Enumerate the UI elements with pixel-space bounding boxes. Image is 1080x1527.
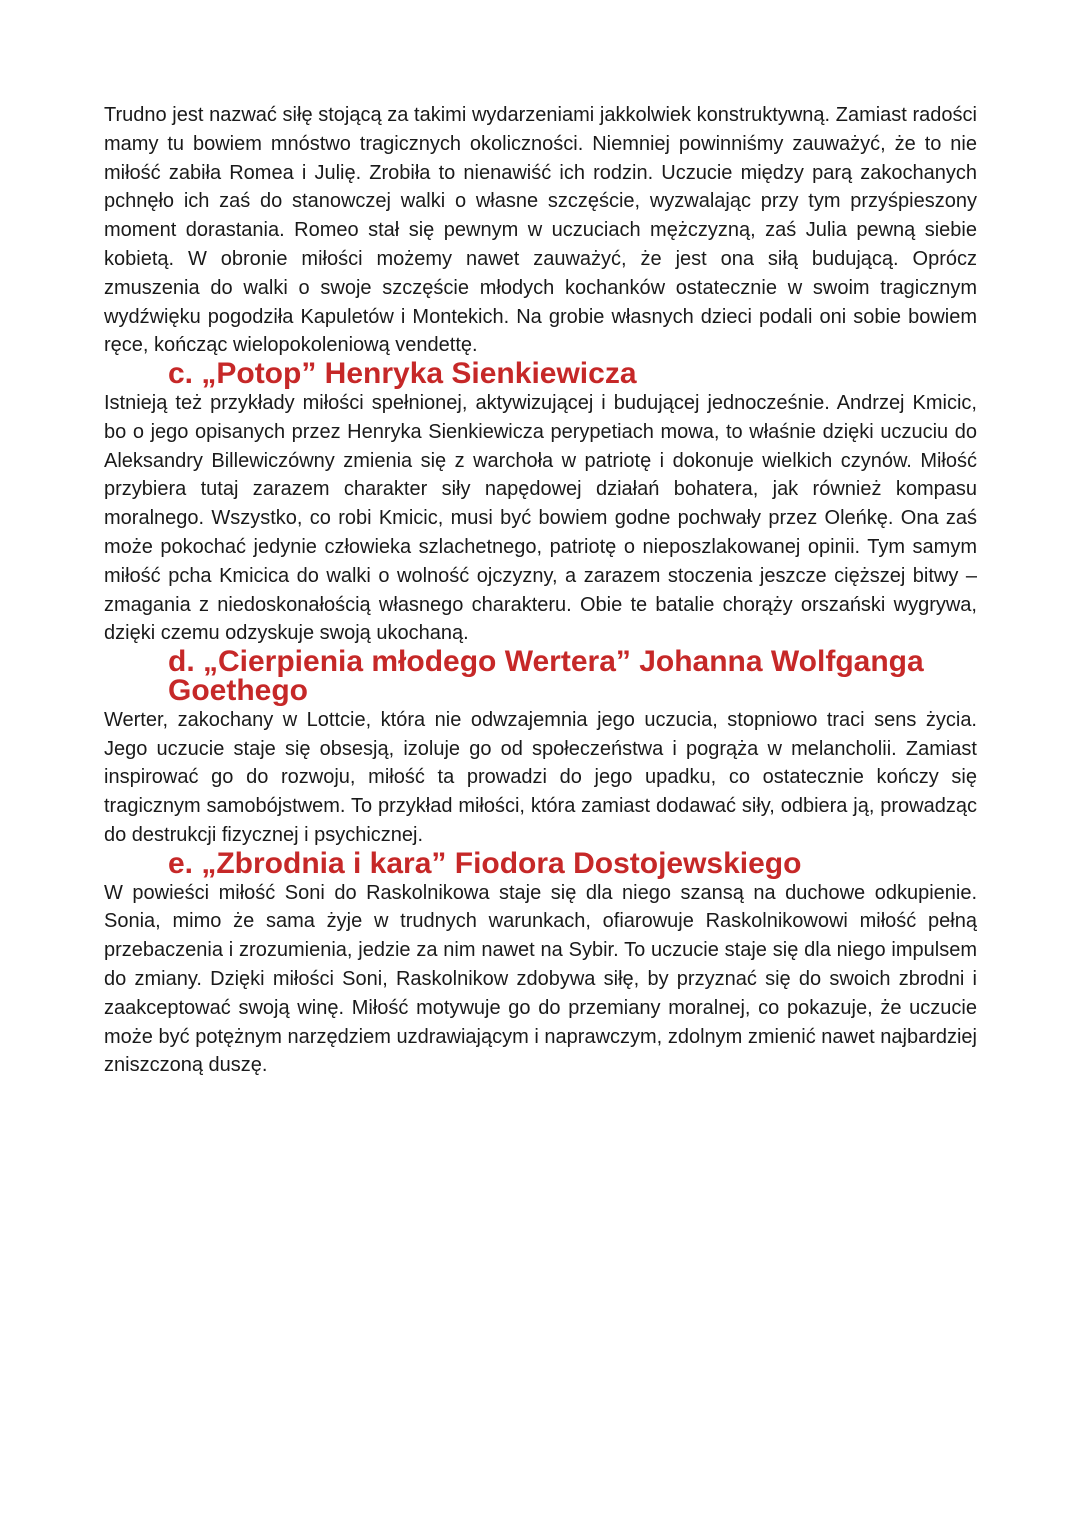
section-body-zbrodnia: W powieści miłość Soni do Raskolnikowa staje się dla niego szansą na duchowe odkupienie. Sonia, mimo że sama żyje w trudnych warunkach, ofiarowuje Raskolnikowowi miłość pełną przebaczenia i zrozumienia, jedzie za nim nawet na Sybir. To uczucie staje się dla niego impulsem do zmiany. Dzięki miłości Soni, Raskolnikow zdobywa siłę, by przyznać się do swoich zbrodni i zaakceptować swoją winę. Miłość motywuje go do przemiany moralnej, co pokazuje, że uczucie może być potężnym narzędziem uzdrawiającym i naprawczym, zdolnym zmienić nawet najbardziej zniszczoną duszę. <box>104 881 977 1077</box>
document-page <box>104 101 977 1080</box>
section-body-werter: Werter, zakochany w Lottcie, która nie odwzajemnia jego uczucia, stopniowo traci sens życia. Jego uczucie staje się obsesją, izoluje go od społeczeństwa i pogrąża w melancholii. Zamiast inspirować go do rozwoju, miłość ta prowadzi do jego upadku, co ostatecznie kończy się tragicznym samobójstwem. To przykład miłości, która zamiast dodawać siły, odbiera ją, prowadząc do destrukcji fizycznej i psychicznej. <box>104 708 977 846</box>
section-heading-werter: d. „Cierpienia młodego Wertera” Johanna Wolfganga Goethego <box>168 645 924 707</box>
section-heading-zbrodnia: e. „Zbrodnia i kara” Fiodora Dostojewskiego <box>168 846 802 880</box>
intro-paragraph: Trudno jest nazwać siłę stojącą za takimi wydarzeniami jakkolwiek konstruktywną. Zamiast radości mamy tu bowiem mnóstwo tragicznych okoliczności. Niemniej powinniśmy zauważyć, że to nie miłość zabiła Romea i Julię. Zrobiła to nienawiść ich rodzin. Uczucie między parą zakochanych pchnęło ich zaś do stanowczej walki o własne szczęście, wyzwalając przy tym przyśpieszony moment dorastania. Romeo stał się pewnym w uczuciach mężczyzną, zaś Julia pewną siebie kobietą. W obronie miłości możemy nawet zauważyć, że jest ona siłą budującą. Oprócz zmuszenia do walki o swoje szczęście młodych kochanków ostatecznie w swoim tragicznym wydźwięku pogodziła Kapuletów i Montekich. Na grobie własnych dzieci podali oni sobie bowiem ręce, kończąc wielopokoleniową vendettę. <box>104 104 977 357</box>
section-body-potop: Istnieją też przykłady miłości spełnionej, aktywizującej i budującej jednocześnie. Andrzej Kmicic, bo o jego opisanych przez Henryka Sienkiewicza perypetiach mowa, to właśnie dzięki uczuciu do Aleksandry Billewiczówny zmienia się z warchoła w patriotę i dokonuje wielkich czynów. Miłość przybiera tutaj zarazem charakter siły napędowej działań bohatera, jak również kompasu moralnego. Wszystko, co robi Kmicic, musi być bowiem godne pochwały przez Oleńkę. Ona zaś może pokochać jedynie człowieka szlachetnego, patriotę o nieposzlakowanej opinii. Tym samym miłość pcha Kmicica do walki o wolność ojczyzny, a zarazem stoczenia jeszcze cięższej bitwy – zmagania z niedoskonałością własnego charakteru. Obie te batalie chorąży orszański wygrywa, dzięki czemu odzyskuje swoją ukochaną. <box>104 391 977 645</box>
section-heading-potop: c. „Potop” Henryka Sienkiewicza <box>168 357 637 391</box>
